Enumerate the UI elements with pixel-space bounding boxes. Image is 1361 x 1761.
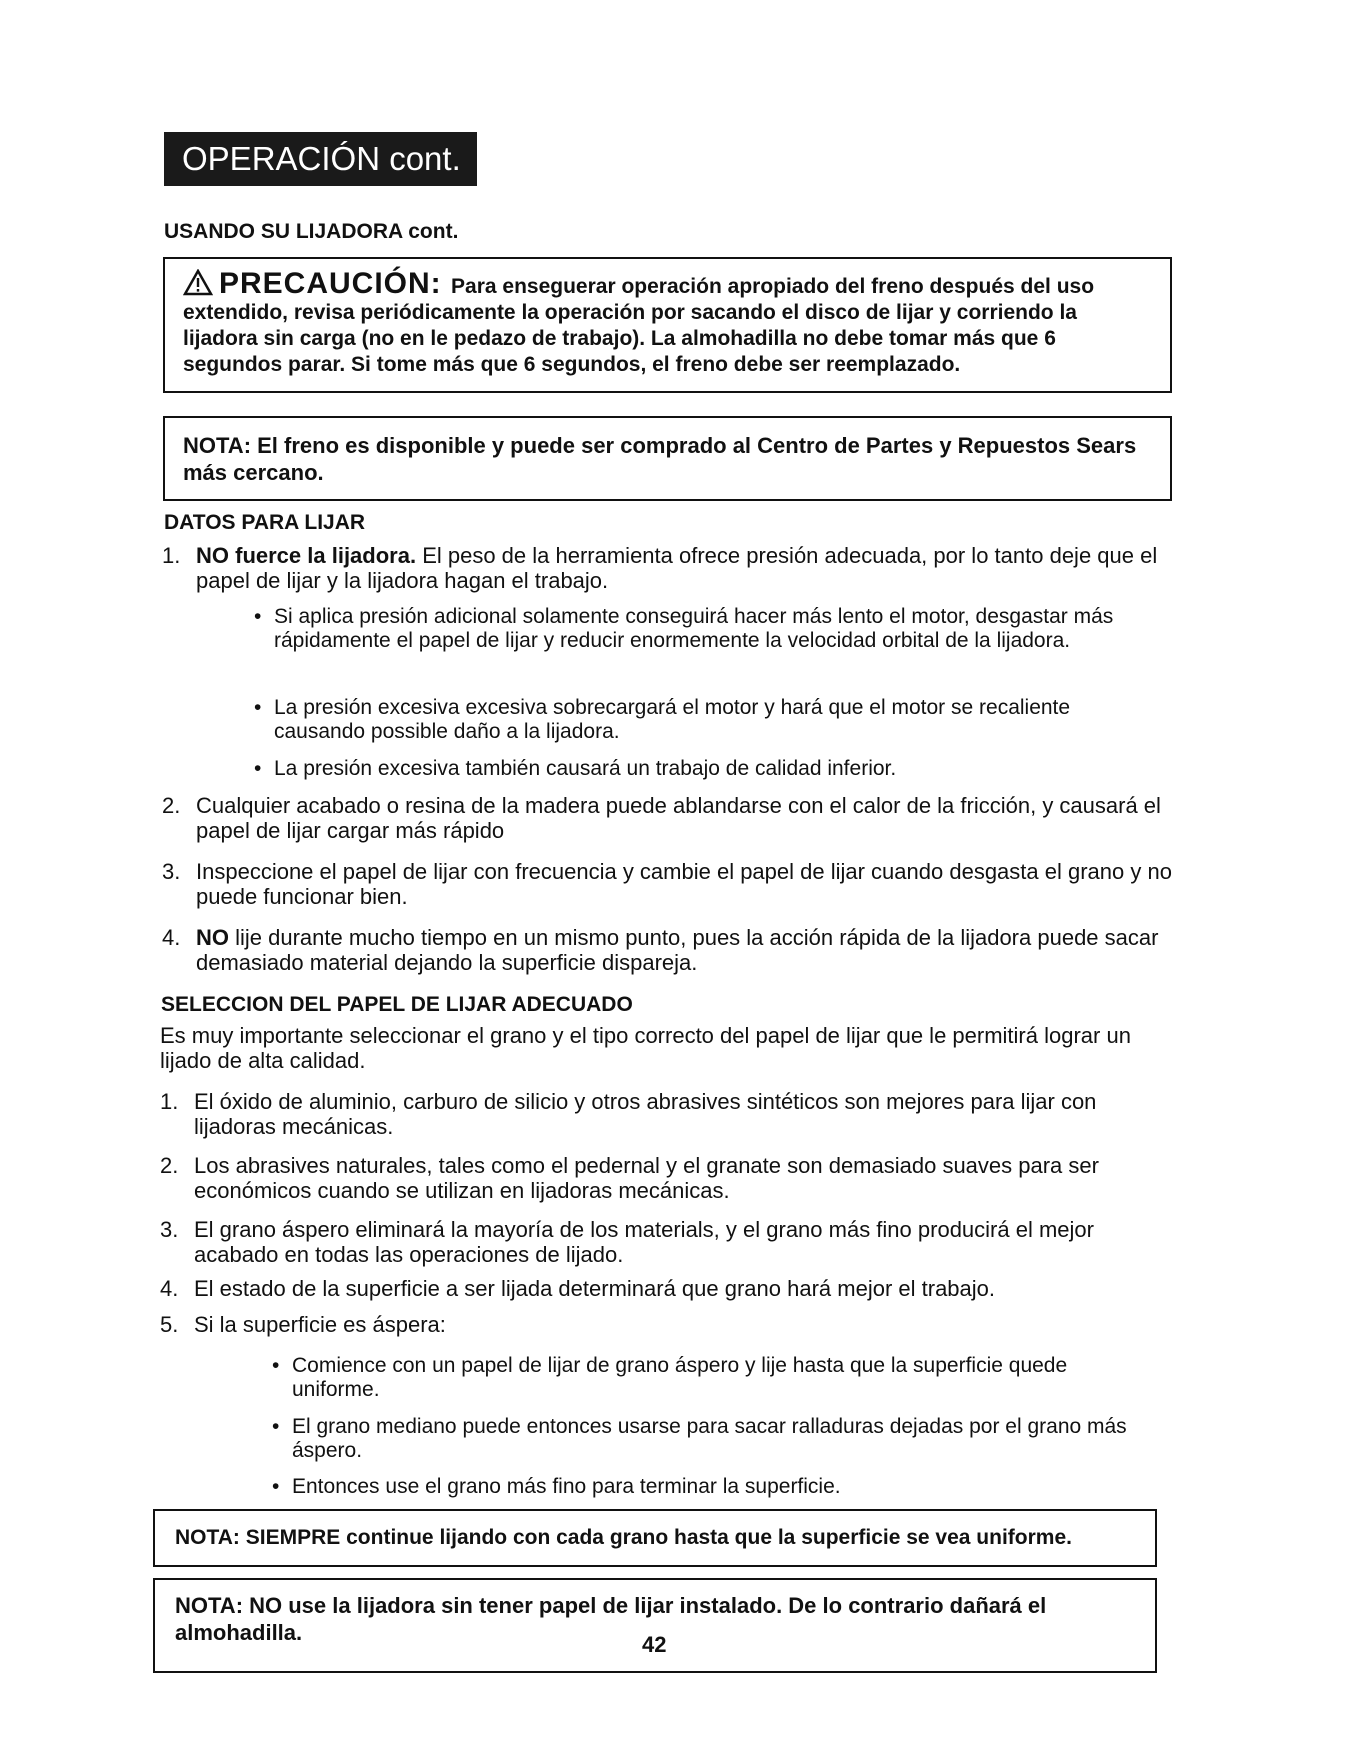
item-text: Inspeccione el papel de lijar con frecuencia y cambie el papel de lijar cuando desgasta el grano y no puede funcionar bien. [196, 859, 1172, 909]
bullet-text: La presión excesiva también causará un trabajo de calidad inferior. [274, 757, 897, 780]
bullet-item: • El grano mediano puede entonces usarse para sacar ralladuras dejadas por el grano más áspero. [272, 1415, 1152, 1463]
item-number: 3. [160, 1217, 179, 1242]
note-pad-text: NOTA: NO use la lijadora sin tener papel de lijar instalado. De lo contrario dañará el almohadilla. [175, 1593, 1047, 1645]
seleccion-title: SELECCION DEL PAPEL DE LIJAR ADECUADO [161, 993, 633, 1016]
item-number: 4. [160, 1276, 179, 1301]
bullet-text: El grano mediano puede entonces usarse para sacar ralladuras dejadas por el grano más áspero. [292, 1415, 1127, 1462]
bullet-item: • La presión excesiva excesiva sobrecargará el motor y hará que el motor se recaliente causando possible daño a la lijadora. [254, 696, 1144, 744]
seleccion-intro: Es muy importante seleccionar el grano y el tipo correcto del papel de lijar que le permitirá lograr un lijado de alta calidad. [160, 1023, 1131, 1073]
bullet-item: • Entonces use el grano más fino para terminar la superficie. [272, 1475, 1152, 1499]
datos-title: DATOS PARA LIJAR [164, 511, 366, 534]
item-bold-text: NO [196, 925, 229, 950]
item-number: 3. [162, 859, 181, 884]
item-text: Cualquier acabado o resina de la madera puede ablandarse con el calor de la fricción, y causará el papel de lijar cargar más rápido [196, 793, 1161, 843]
list-item [162, 793, 1172, 843]
bullet-item: • La presión excesiva también causará un trabajo de calidad inferior. [254, 757, 1144, 781]
bullet-text: La presión excesiva excesiva sobrecargará el motor y hará que el motor se recaliente causando possible daño a la lijadora. [274, 696, 1071, 743]
list-item [162, 925, 1172, 975]
caution-heading [183, 267, 451, 300]
list-item [160, 1312, 1170, 1337]
page-number: 42 [642, 1632, 667, 1657]
note-uniform-box [153, 1509, 1157, 1567]
note-pad-box [153, 1578, 1157, 1673]
caution-text: extendido, revisa periódicamente la operación por sacando el disco de lijar y corriendo la lijadora sin carga (no en le pedazo de trabajo). La almohadilla no debe tomar más que 6 segundos parar. Si tome más que 6 segundos, el freno debe ser reemplazado. [183, 301, 1077, 376]
list-item [160, 1089, 1170, 1139]
list-item [162, 859, 1172, 909]
note-brake-text: NOTA: El freno es disponible y puede ser comprado al Centro de Partes y Repuestos Sears más cercano. [183, 433, 1137, 485]
item-text: lije durante mucho tiempo en un mismo punto, pues la acción rápida de la lijadora puede sacar demasiado material dejando la superficie dispareja. [196, 925, 1159, 975]
item-text: Los abrasives naturales, tales como el pedernal y el granate son demasiado suaves para ser económicos cuando se utilizan en lijadoras mecánicas. [194, 1153, 1099, 1203]
section-header: OPERACIÓN cont. [164, 132, 477, 186]
list-item [160, 1217, 1170, 1267]
bullet-item: • Comience con un papel de lijar de grano áspero y lije hasta que la superficie quede uniforme. [272, 1354, 1152, 1402]
item-number: 4. [162, 925, 181, 950]
list-item [160, 1153, 1170, 1203]
list-item [160, 1276, 1170, 1301]
item-text: El grano áspero eliminará la mayoría de los materials, y el grano más fino producirá el mejor acabado en todas las operaciones de lijado. [194, 1217, 1094, 1267]
subsection-title: USANDO SU LIJADORA cont. [164, 220, 459, 243]
caution-label: PRECAUCIÓN: [219, 267, 442, 300]
bullet-text: Si aplica presión adicional solamente conseguirá hacer más lento el motor, desgastar más rápidamente el papel de lijar y reducir enormemente la velocidad orbital de la lijadora. [274, 605, 1114, 652]
item-number: 1. [162, 543, 181, 568]
item-number: 5. [160, 1312, 179, 1337]
item-number: 1. [160, 1089, 179, 1114]
bullet-text: Entonces use el grano más fino para terminar la superficie. [292, 1475, 841, 1498]
caution-box [163, 257, 1172, 393]
note-brake-box [163, 416, 1172, 501]
item-text: Si la superficie es áspera: [194, 1312, 446, 1337]
item-number: 2. [162, 793, 181, 818]
item-number: 2. [160, 1153, 179, 1178]
item-text: El estado de la superficie a ser lijada determinará que grano hará mejor el trabajo. [194, 1276, 996, 1301]
item-text: El peso de la herramienta ofrece presión adecuada, por lo tanto deje que el papel de lijar y la lijadora hagan el trabajo. [196, 543, 1158, 593]
note-uniform-text: NOTA: SIEMPRE continue lijando con cada grano hasta que la superficie se vea uniforme. [175, 1526, 1072, 1549]
item-bold-text: NO fuerce la lijadora. [196, 543, 417, 568]
bullet-text: Comience con un papel de lijar de grano áspero y lije hasta que la superficie quede uniforme. [292, 1354, 1068, 1401]
bullet-item: • Si aplica presión adicional solamente conseguirá hacer más lento el motor, desgastar más rápidamente el papel de lijar y reducir enormemente la velocidad orbital de la lijadora. [254, 605, 1144, 653]
item-text: El óxido de aluminio, carburo de silicio y otros abrasives sintéticos son mejores para lijar con lijadoras mecánicas. [194, 1089, 1097, 1139]
warning-triangle-icon [183, 269, 213, 300]
caution-text-inline: Para enseguerar operación apropiado del freno después del uso [451, 275, 1095, 298]
list-item [162, 543, 1172, 593]
